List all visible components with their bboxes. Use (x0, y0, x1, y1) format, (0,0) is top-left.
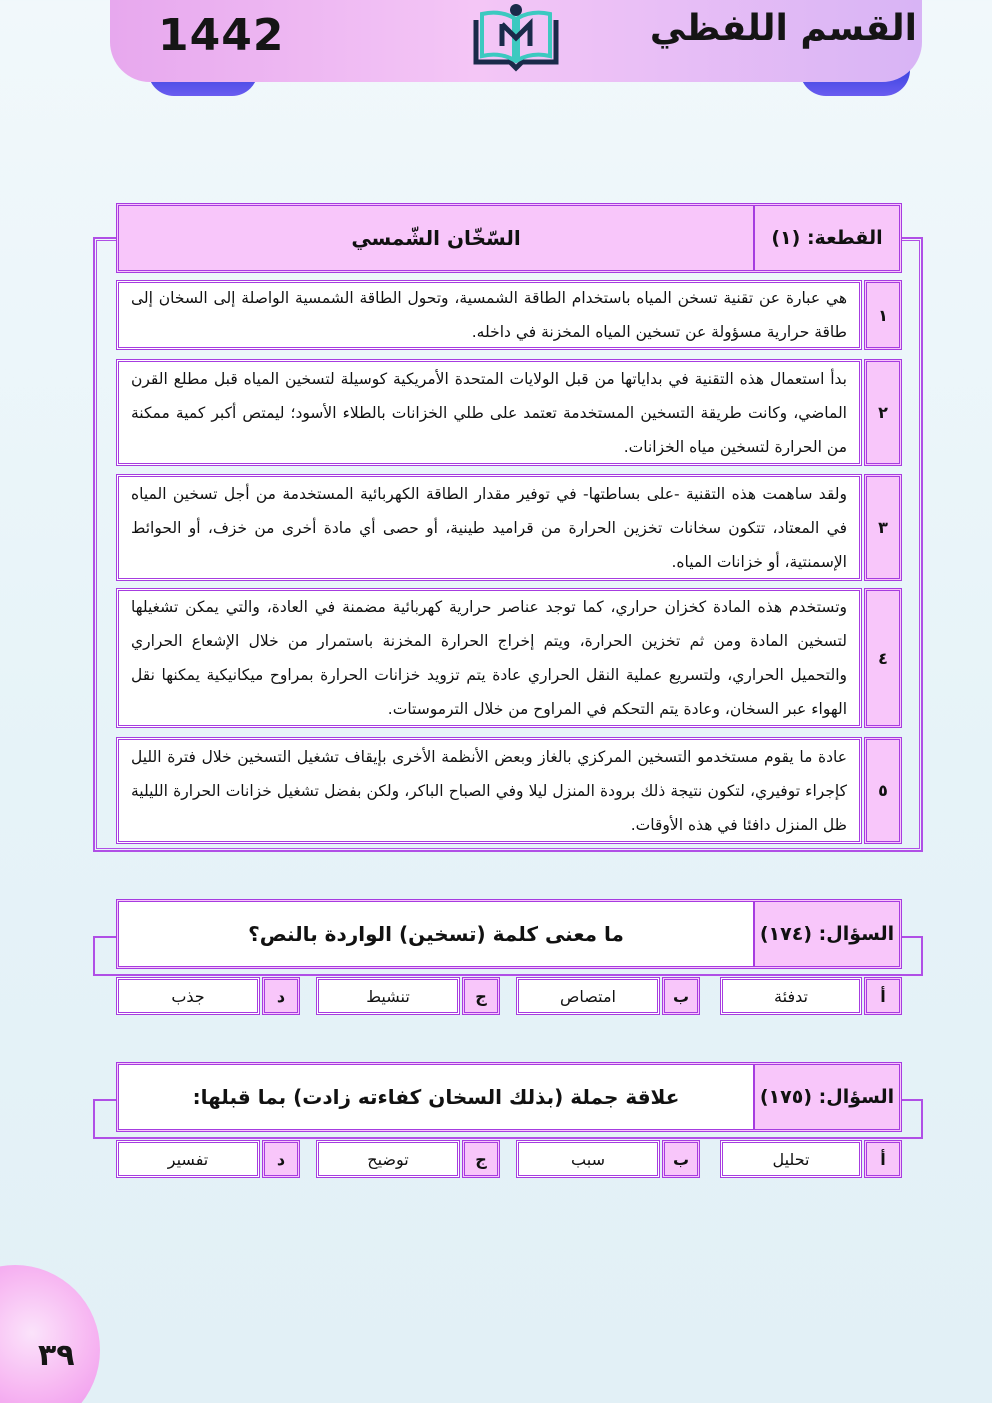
page-number: ٣٩ (38, 1338, 75, 1373)
option-value: جذب (116, 977, 260, 1015)
question-text: علاقة جملة (بذلك السخان كفاءته زادت) بما قبلها: (119, 1065, 753, 1129)
option-value: امتصاص (516, 977, 660, 1015)
passage-title: السّخّان الشّمسي (351, 226, 521, 250)
passage-title-bar (116, 203, 902, 273)
option-value: تحليل (720, 1140, 862, 1178)
option-letter: ج (462, 977, 500, 1015)
option-value: تفسير (116, 1140, 260, 1178)
paragraph-number: ٢ (864, 359, 902, 466)
paragraph-row (116, 280, 902, 350)
option-letter: ج (462, 1140, 500, 1178)
passage-label: القطعة: (١) (753, 206, 899, 270)
answer-option[interactable] (516, 1140, 700, 1178)
paragraph-number: ٥ (864, 737, 902, 844)
section-title: القسم اللفظي (649, 8, 917, 49)
option-letter: د (262, 1140, 300, 1178)
question-label: السؤال: (١٧٤) (753, 902, 899, 966)
answer-option[interactable] (116, 1140, 300, 1178)
question-text: ما معنى كلمة (تسخين) الواردة بالنص؟ (119, 902, 753, 966)
paragraph-text: وتستخدم هذه المادة كخزان حراري، كما توجد عناصر حرارية كهربائية مضمنة في العادة، والتي يمكن تشغيلها لتسخين المادة ومن ثم تخزين الحرارة، ويتم إخراج الحرارة المخزنة باستمرار من خلال الإشعاع الحراري والتحميل الحراري، ولتسريع عملية النقل الحراري عادة يتم تزويد خزانات الحرارة بمراوح ميكانيكية يمكنها نقل الهواء عبر السخان، وعادة يتم التحكم في المراوح من خلال الترموستات. (116, 588, 862, 728)
paragraph-text: هي عبارة عن تقنية تسخن المياه باستخدام الطاقة الشمسية، وتحول الطاقة الشمسية الواصلة إلى السخان إلى طاقة حرارية مسؤولة عن تسخين المياه المخزنة في داخله. (116, 280, 862, 350)
option-value: سبب (516, 1140, 660, 1178)
answer-option[interactable] (316, 1140, 500, 1178)
paragraph-number: ٤ (864, 588, 902, 728)
question-bar (116, 1062, 902, 1132)
answer-option[interactable] (116, 977, 300, 1015)
year-label: 1442 (158, 10, 285, 61)
option-value: تدفئة (720, 977, 862, 1015)
paragraph-text: عادة ما يقوم مستخدمو التسخين المركزي بالغاز وبعض الأنظمة الأخرى بإيقاف تشغيل التسخين خلال فترة الليل كإجراء توفيري، لتكون نتيجة ذلك برودة المنزل ليلا وفي الصباح الباكر، ولكن بفضل تشغيل خزانات الحرارة الليلية ظل المنزل دافئا في هذه الأوقات. (116, 737, 862, 844)
paragraph-row (116, 737, 902, 844)
paragraph-number: ١ (864, 280, 902, 350)
option-value: تنشيط (316, 977, 460, 1015)
answer-option[interactable] (516, 977, 700, 1015)
answer-option[interactable] (720, 977, 902, 1015)
paragraph-row (116, 359, 902, 466)
option-letter: أ (864, 977, 902, 1015)
decorative-ball (0, 1265, 100, 1403)
paragraph-text: بدأ استعمال هذه التقنية في بداياتها من قبل الولايات المتحدة الأمريكية كوسيلة لتسخين المياه قبل مطلع القرن الماضي، وكانت طريقة التسخين المستخدمة تعتمد على طلي الخزانات بالطلاء الأسود؛ ليمتص أكبر كمية ممكنة من الحرارة لتسخين مياه الخزانات. (116, 359, 862, 466)
option-letter: ب (662, 1140, 700, 1178)
paragraph-text: ولقد ساهمت هذه التقنية -على بساطتها- في توفير مقدار الطاقة الكهربائية المستخدمة من أجل تسخين المياه في المعتاد، تتكون سخانات تخزين الحرارة من قراميد طينية، أو حصى أي مادة أخرى من خزف، أو الحوائط الإسمنتية، أو خزانات المياه. (116, 474, 862, 581)
paragraph-row (116, 588, 902, 728)
paragraph-row (116, 474, 902, 581)
option-letter: د (262, 977, 300, 1015)
option-value: توضيح (316, 1140, 460, 1178)
question-bar (116, 899, 902, 969)
paragraph-number: ٣ (864, 474, 902, 581)
answer-option[interactable] (720, 1140, 902, 1178)
answer-option[interactable] (316, 977, 500, 1015)
option-letter: ب (662, 977, 700, 1015)
option-letter: أ (864, 1140, 902, 1178)
book-m-logo-icon (470, 0, 562, 72)
question-label: السؤال: (١٧٥) (753, 1065, 899, 1129)
